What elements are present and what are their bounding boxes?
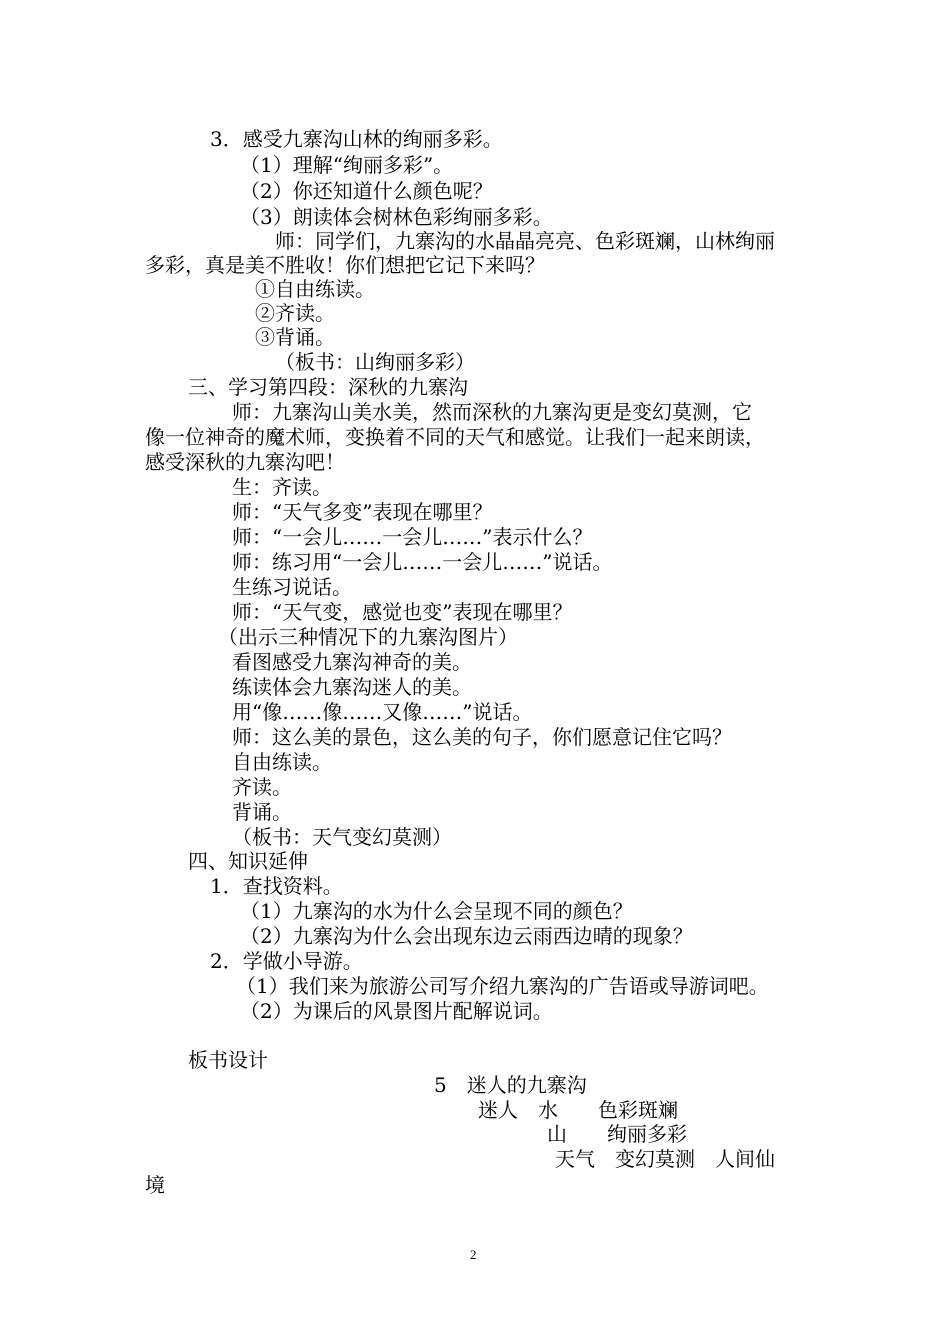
text-line: 师：九寨沟山美水美，然而深秋的九寨沟更是变幻莫测，它: [232, 400, 752, 424]
text-line: 师：“天气多变”表现在哪里？: [232, 500, 493, 524]
section-heading: 四、知识延伸: [188, 849, 308, 873]
text-line: 齐读。: [232, 775, 292, 799]
section-heading: 板书设计: [188, 1048, 268, 1072]
text-line: （板书：山绚丽多彩）: [275, 350, 475, 374]
text-line: （2）九寨沟为什么会出现东边云雨西边晴的现象？: [240, 924, 693, 948]
text-line: 生：齐读。: [232, 475, 332, 499]
text-line: （1）我们来为旅游公司写介绍九寨沟的广告语或导游词吧。: [236, 974, 769, 998]
board-line: 山 绚丽多彩: [547, 1122, 687, 1146]
text-line: 感受深秋的九寨沟吧！: [145, 450, 345, 474]
text-line: 自由练读。: [232, 750, 332, 774]
text-line: ①自由练读。: [255, 277, 375, 301]
text-line: （2）你还知道什么颜色呢？: [240, 179, 493, 203]
text-line: （1）理解“绚丽多彩”。: [240, 153, 454, 177]
section-heading: 三、学习第四段：深秋的九寨沟: [188, 375, 468, 399]
text-line: 师：同学们，九寨沟的水晶晶亮亮、色彩斑斓，山林绚丽: [275, 229, 775, 253]
text-line: ③背诵。: [255, 325, 335, 349]
board-title: 5 迷人的九寨沟: [434, 1073, 587, 1097]
text-line: （板书：天气变幻莫测）: [232, 825, 452, 849]
text-line: 3．感受九寨沟山林的绚丽多彩。: [210, 127, 503, 151]
board-line: 境: [145, 1173, 165, 1197]
text-line: 师：练习用“一会儿……一会儿……”说话。: [232, 550, 613, 574]
text-line: （2）为课后的风景图片配解说词。: [240, 999, 553, 1023]
text-line: 像一位神奇的魔术师，变换着不同的天气和感觉。让我们一起来朗读，: [145, 425, 765, 449]
board-line: 迷人 水 色彩斑斓: [478, 1098, 678, 1122]
page-number: 2: [470, 1247, 477, 1262]
text-line: 背诵。: [232, 800, 292, 824]
text-line: （出示三种情况下的九寨沟图片）: [218, 625, 518, 649]
text-line: 用“像……像……又像……”说话。: [232, 700, 533, 724]
text-line: 生练习说话。: [232, 575, 352, 599]
text-line: 2．学做小导游。: [210, 949, 363, 973]
text-line: 师：这么美的景色，这么美的句子，你们愿意记住它吗？: [232, 725, 732, 749]
text-line: 师：“天气变，感觉也变”表现在哪里？: [232, 600, 573, 624]
text-line: （3）朗读体会树林色彩绚丽多彩。: [240, 205, 553, 229]
board-line: 天气 变幻莫测 人间仙: [555, 1147, 775, 1171]
text-line: 练读体会九寨沟迷人的美。: [232, 675, 472, 699]
text-line: 1．查找资料。: [210, 874, 343, 898]
text-line: 看图感受九寨沟神奇的美。: [232, 650, 472, 674]
text-line: 师：“一会儿……一会儿……”表示什么？: [232, 525, 593, 549]
text-line: ②齐读。: [255, 301, 335, 325]
text-line: （1）九寨沟的水为什么会呈现不同的颜色？: [240, 899, 633, 923]
text-line: 多彩，真是美不胜收！你们想把它记下来吗？: [145, 253, 545, 277]
